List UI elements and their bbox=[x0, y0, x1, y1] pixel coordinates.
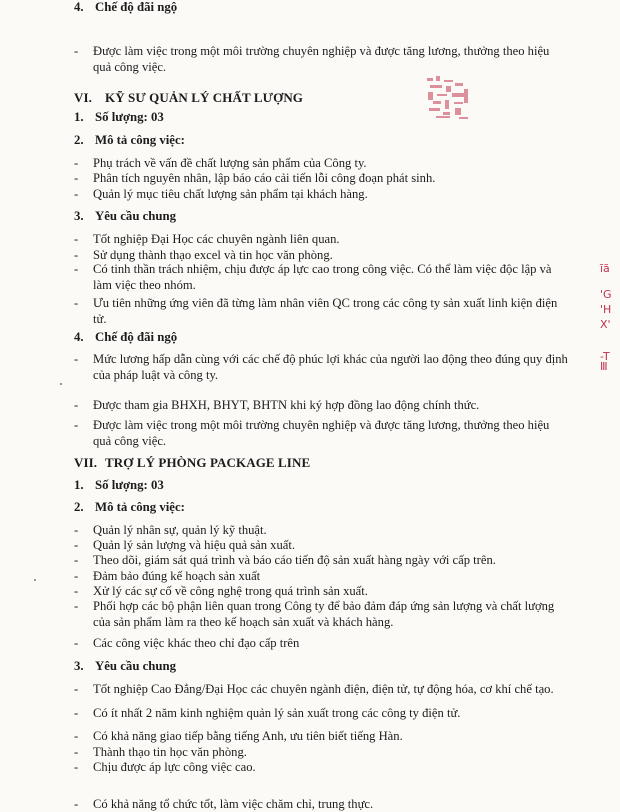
bullet-text: Chịu được áp lực công việc cao. bbox=[93, 760, 256, 774]
subsection-heading bbox=[74, 330, 177, 345]
subsection-number: 3. bbox=[74, 659, 84, 673]
bullet-dash: - bbox=[74, 232, 79, 246]
section-heading bbox=[74, 455, 310, 471]
margin-mark: Ⅲ bbox=[600, 360, 608, 373]
bullet-dash: - bbox=[74, 538, 79, 552]
bullet-text: Theo dõi, giám sát quá trình và báo cáo tiến độ sản xuất hàng ngày với cấp trên. bbox=[93, 553, 496, 567]
subsection-heading bbox=[74, 110, 164, 125]
bullet-text: Có khả năng giao tiếp bằng tiếng Anh, ưu tiên biết tiếng Hàn. bbox=[93, 729, 403, 743]
bullet-dash: - bbox=[74, 797, 79, 811]
bullet-text: Được làm việc trong một môi trường chuyên nghiệp và được tăng lương, thưởng theo hiệu bbox=[93, 418, 550, 432]
section-number: VII. bbox=[74, 455, 98, 470]
bullet-text: Tốt nghiệp Đại Học các chuyên ngành liên quan. bbox=[93, 232, 340, 246]
bullet-dash: - bbox=[74, 296, 79, 310]
bullet-dash: - bbox=[74, 171, 79, 185]
speck-mark bbox=[34, 579, 36, 581]
bullet-text: Quản lý nhân sự, quản lý kỹ thuật. bbox=[93, 523, 267, 537]
subsection-heading bbox=[74, 209, 176, 224]
bullet-text: quả công việc. bbox=[93, 59, 167, 74]
bullet-text: Được làm việc trong một môi trường chuyên nghiệp và được tăng lương, thưởng theo hiệu bbox=[93, 44, 550, 58]
bullet-text: Quản lý mục tiêu chất lượng sản phẩm tại khách hàng. bbox=[93, 187, 368, 201]
subsection-title: Chế độ đãi ngộ bbox=[95, 330, 178, 344]
bullet-dash: - bbox=[74, 156, 79, 170]
bullet-text: của pháp luật và công ty. bbox=[93, 367, 219, 382]
subsection-heading bbox=[74, 500, 185, 515]
bullet-dash: - bbox=[74, 569, 79, 583]
bullet-dash: - bbox=[74, 187, 79, 201]
bullet-dash: - bbox=[74, 682, 79, 696]
bullet-text: tử. bbox=[93, 311, 107, 326]
bullet-text: Phụ trách về vấn đề chất lượng sản phẩm của Công ty. bbox=[93, 156, 367, 170]
margin-mark: 'G bbox=[600, 288, 612, 301]
bullet-dash: - bbox=[74, 523, 79, 537]
subsection-number: 2. bbox=[74, 133, 84, 147]
bullet-text: làm việc theo nhóm. bbox=[93, 277, 196, 292]
bullet-dash: - bbox=[74, 398, 79, 412]
bullet-dash: - bbox=[74, 262, 79, 276]
subsection-heading bbox=[74, 0, 177, 15]
section-heading bbox=[74, 90, 303, 106]
bullet-dash: - bbox=[74, 706, 79, 720]
bullet-dash: - bbox=[74, 760, 79, 774]
bullet-text: của sản phẩm làm ra theo kế hoạch sản xuất và khách hàng. bbox=[93, 614, 394, 629]
bullet-dash: - bbox=[74, 745, 79, 759]
subsection-number: 3. bbox=[74, 209, 84, 223]
subsection-heading bbox=[74, 133, 185, 148]
subsection-heading bbox=[74, 478, 164, 493]
margin-mark: X' bbox=[600, 318, 611, 331]
subsection-number: 4. bbox=[74, 330, 84, 344]
subsection-number: 4. bbox=[74, 0, 84, 14]
bullet-text: Thành thạo tin học văn phòng. bbox=[93, 745, 247, 759]
bullet-text: Đảm bảo đúng kế hoạch sản xuất bbox=[93, 569, 261, 583]
margin-mark: -T bbox=[600, 350, 610, 363]
bullet-text: Sử dụng thành thạo excel và tin học văn phòng. bbox=[93, 248, 333, 262]
bullet-text: Xử lý các sự cố về công nghệ trong quá trình sản xuất. bbox=[93, 584, 368, 598]
section-title: TRỢ LÝ PHÒNG PACKAGE LINE bbox=[105, 455, 311, 470]
bullet-text: Ưu tiên những ứng viên đã từng làm nhân viên QC trong các công ty sản xuất linh kiện điện bbox=[93, 296, 558, 310]
subsection-number: 1. bbox=[74, 110, 84, 124]
bullet-dash: - bbox=[74, 553, 79, 567]
bullet-dash: - bbox=[74, 599, 79, 613]
bullet-dash: - bbox=[74, 352, 79, 366]
bullet-dash: - bbox=[74, 248, 79, 262]
bullet-dash: - bbox=[74, 44, 79, 58]
margin-mark: 'H bbox=[600, 303, 612, 316]
subsection-title: Mô tả công việc: bbox=[95, 133, 185, 147]
margin-mark: ĩã bbox=[600, 262, 610, 275]
bullet-text: Quản lý sản lượng và hiệu quả sản xuất. bbox=[93, 538, 295, 552]
red-stamp-mark bbox=[424, 74, 472, 122]
section-number: VI. bbox=[74, 90, 92, 105]
bullet-dash: - bbox=[74, 729, 79, 743]
subsection-title: Số lượng: 03 bbox=[95, 478, 164, 492]
bullet-text: Có ít nhất 2 năm kinh nghiệm quản lý sản xuất trong các công ty điện tử. bbox=[93, 706, 461, 720]
bullet-text: Mức lương hấp dẫn cùng với các chế độ phúc lợi khác của người lao động theo đúng quy định bbox=[93, 352, 568, 366]
bullet-text: Phối hợp các bộ phận liên quan trong Công ty để bảo đảm đáp ứng sản lượng và chất lượng bbox=[93, 599, 555, 613]
speck-mark bbox=[60, 383, 62, 385]
bullet-dash: - bbox=[74, 636, 79, 650]
bullet-text: Có khả năng tổ chức tốt, làm việc chăm chỉ, trung thực. bbox=[93, 797, 374, 811]
subsection-number: 1. bbox=[74, 478, 84, 492]
section-title: KỸ SƯ QUẢN LÝ CHẤT LƯỢNG bbox=[105, 90, 304, 105]
subsection-number: 2. bbox=[74, 500, 84, 514]
subsection-title: Chế độ đãi ngộ bbox=[95, 0, 178, 14]
bullet-text: Được tham gia BHXH, BHYT, BHTN khi ký hợp đồng lao động chính thức. bbox=[93, 398, 480, 412]
bullet-dash: - bbox=[74, 584, 79, 598]
subsection-title: Yêu cầu chung bbox=[95, 659, 177, 673]
bullet-text: Tốt nghiệp Cao Đẳng/Đại Học các chuyên ngành điện, điện tử, tự động hóa, cơ khí chế tạo. bbox=[93, 682, 554, 696]
bullet-text: Các công việc khác theo chỉ đạo cấp trên bbox=[93, 636, 300, 650]
subsection-title: Mô tả công việc: bbox=[95, 500, 185, 514]
bullet-dash: - bbox=[74, 418, 79, 432]
bullet-text: Phân tích nguyên nhân, lập báo cáo cải tiến lỗi công đoạn phát sinh. bbox=[93, 171, 436, 185]
subsection-heading bbox=[74, 659, 176, 674]
bullet-text: Có tinh thần trách nhiệm, chịu được áp lực cao trong công việc. Có thể làm việc độc lập và bbox=[93, 262, 552, 276]
subsection-title: Yêu cầu chung bbox=[95, 209, 177, 223]
bullet-text: quả công việc. bbox=[93, 433, 167, 448]
subsection-title: Số lượng: 03 bbox=[95, 110, 164, 124]
